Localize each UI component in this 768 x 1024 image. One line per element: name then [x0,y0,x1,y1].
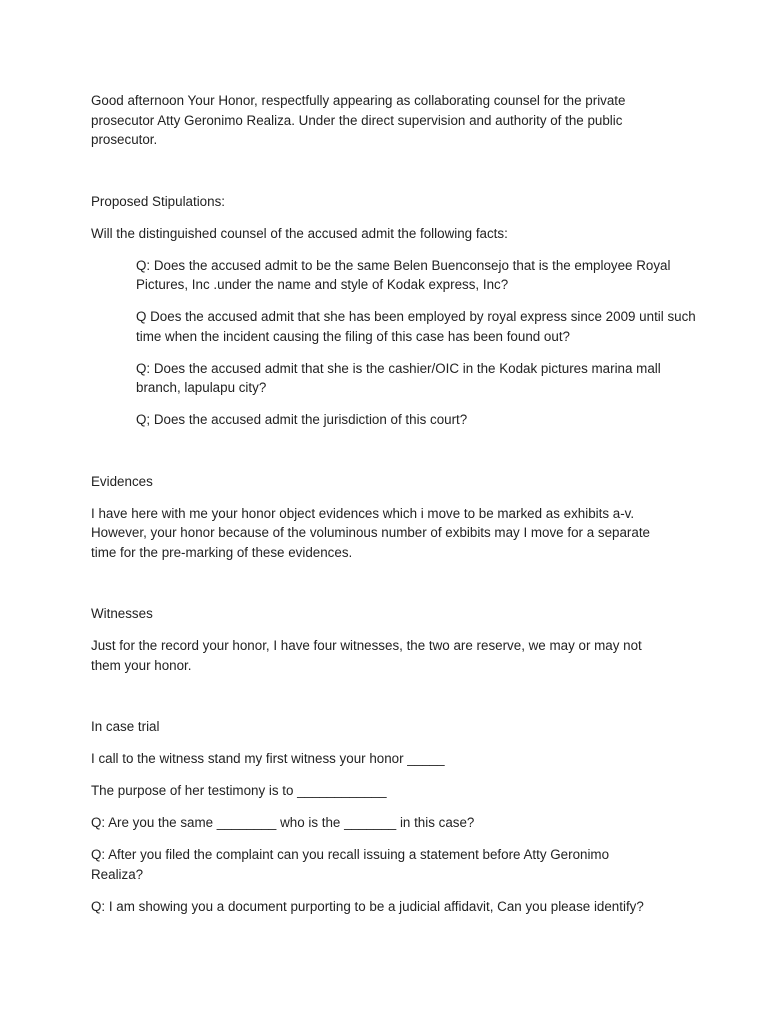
opening-paragraph: Good afternoon Your Honor, respectfully appearing as collaborating counsel for the private prosecutor Atty Geronimo Realiza. Under the direct supervision and authority of the public prosecutor. [91,93,630,147]
trial-line-1: I call to the witness stand my first witness your honor _____ [91,751,445,766]
evidences-heading: Evidences [91,473,153,489]
stipulation-question-1: Q: Does the accused admit to be the same Belen Buenconsejo that is the employee Royal Pictures, Inc .under the name and style of Kodak express, Inc? [136,257,675,292]
trial-line-4: Q: After you filed the complaint can you recall issuing a statement before Atty Geronimo Realiza? [91,847,613,882]
evidences-paragraph: I have here with me your honor object evidences which i move to be marked as exhibits a-v. However, your honor because of the voluminous number of exbibits may I move for a separate time for the pre-marking of these evidences. [91,505,654,560]
stipulation-question-3: Q: Does the accused admit that she is the cashier/OIC in the Kodak pictures marina mall branch, lapulapu city? [136,360,665,395]
stipulations-intro: Will the distinguished counsel of the accused admit the following facts: [91,225,508,241]
trial-heading: In case trial [91,719,160,734]
document-page [91,91,700,916]
trial-line-2: The purpose of her testimony is to ____________ [91,783,387,798]
trial-line-5: Q: I am showing you a document purporting to be a judicial affidavit, Can you please identify? [91,898,644,914]
stipulations-heading: Proposed Stipulations: [91,193,225,209]
trial-line-3: Q: Are you the same ________ who is the _______ in this case? [91,815,475,830]
witnesses-heading: Witnesses [91,606,153,621]
stipulation-question-2: Q Does the accused admit that she has been employed by royal express since 2009 until such time when the incident causing the filing of this case has been found out? [136,309,700,344]
witnesses-paragraph: Just for the record your honor, I have four witnesses, the two are reserve, we may or may not them your honor. [91,638,646,673]
stipulation-question-4: Q; Does the accused admit the jurisdiction of this court? [136,412,468,427]
